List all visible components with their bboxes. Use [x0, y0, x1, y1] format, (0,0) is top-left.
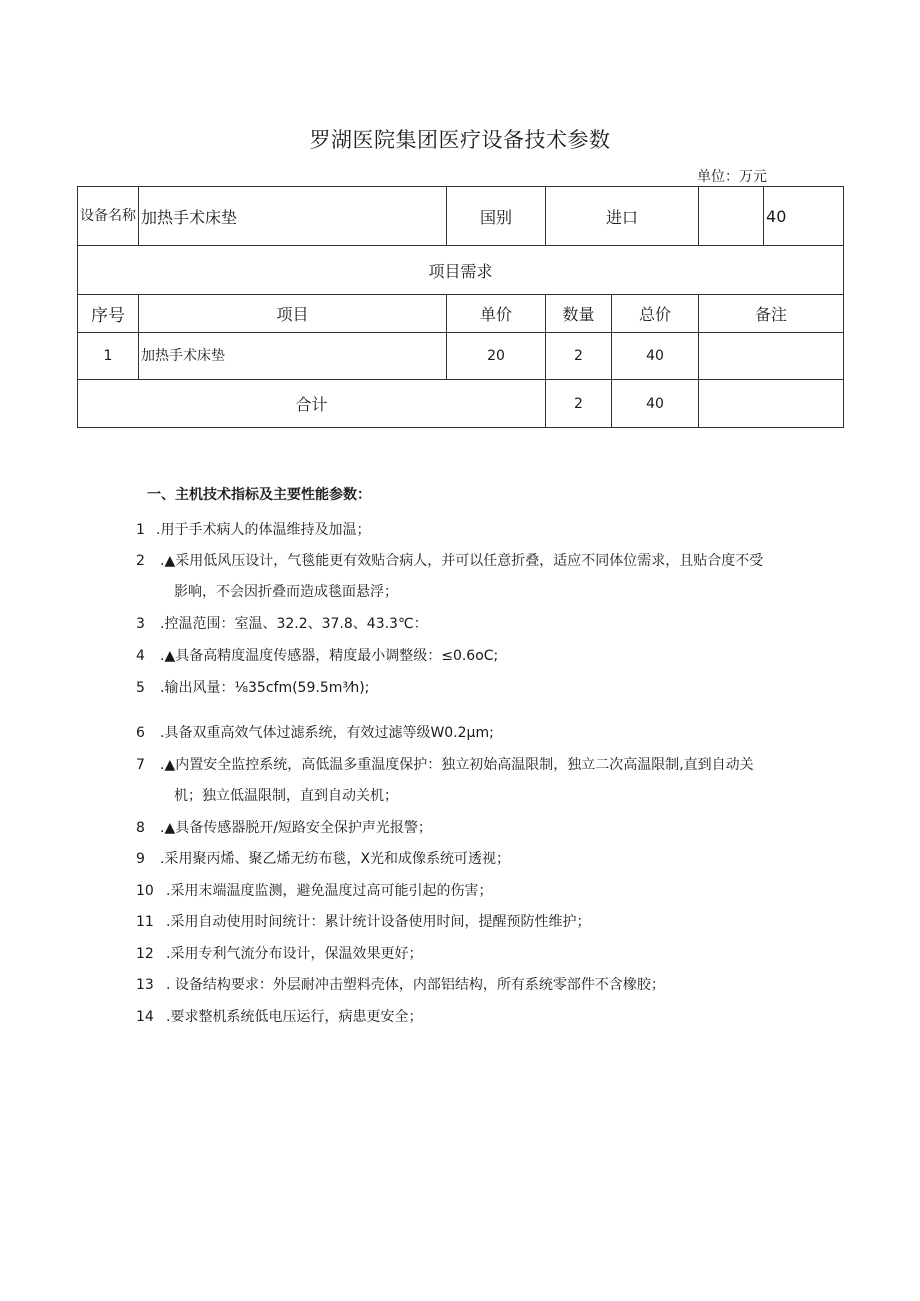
list-item: [136, 641, 836, 672]
section-row: [78, 246, 844, 295]
item-text: .控温范围：室温、32.2、37.8、43.3℃：: [160, 616, 428, 632]
item-number: 3: [136, 616, 145, 632]
table-row: [78, 333, 844, 380]
row-quantity: 2: [546, 333, 612, 380]
document-title: 罗湖医院集团医疗设备技术参数: [309, 128, 611, 152]
list-item: [136, 718, 836, 749]
item-text: .输出风量：⅛35cfm(59.5m³⁄h);: [160, 680, 370, 696]
unit-label: 单位：万元: [697, 169, 767, 185]
header-seq: 序号: [78, 295, 139, 333]
item-text: .▲采用低风压设计，气毯能更有效贴合病人，并可以任意折叠，适应不同体位需求，且贴合度不受: [160, 553, 764, 569]
list-item: [136, 876, 836, 907]
item-text: .用于手术病人的体温维持及加温；: [156, 522, 371, 538]
item-text: . 设备结构要求：外层耐冲击塑料壳体，内部铝结构，所有系统零部件不含橡胶；: [166, 977, 665, 993]
row-unit-price: 20: [447, 333, 546, 380]
section-heading: 一、主机技术指标及主要性能参数：: [147, 487, 371, 503]
list-item: [136, 970, 836, 1001]
row-seq: 1: [78, 333, 139, 380]
header-row: [78, 295, 844, 333]
item-number: 10: [136, 883, 154, 899]
item-number: 6: [136, 725, 145, 741]
country-value: 进口: [546, 187, 699, 246]
header-total: 总价: [612, 295, 699, 333]
header-remark: 备注: [699, 295, 844, 333]
item-number: 2: [136, 553, 145, 569]
row-total: 40: [612, 333, 699, 380]
item-text: .采用自动使用时间统计：累计统计设备使用时间，提醒预防性维护；: [166, 914, 591, 930]
device-name-value: 加热手术床垫: [139, 187, 447, 246]
list-item: [136, 939, 836, 970]
item-text: .采用聚丙烯、聚乙烯无纺布毯，X光和成像系统可透视；: [160, 851, 511, 867]
project-requirements-label: 项目需求: [78, 246, 844, 295]
item-number: 12: [136, 946, 154, 962]
item-text: .采用末端温度监测，避免温度过高可能引起的伤害；: [166, 883, 493, 899]
item-number: 13: [136, 977, 154, 993]
header-unit-price: 单价: [447, 295, 546, 333]
item-number: 11: [136, 914, 154, 930]
list-item: [136, 515, 836, 546]
list-item: [136, 844, 836, 875]
list-item: [136, 673, 836, 704]
list-item: [136, 750, 836, 812]
item-number: 5: [136, 680, 145, 696]
item-number: 1: [136, 522, 145, 538]
device-name-label: 设备名称: [78, 187, 139, 246]
sum-label: 合计: [78, 380, 546, 428]
item-number: 4: [136, 648, 145, 664]
list-item: [136, 609, 836, 640]
list-item: [136, 907, 836, 938]
item-number: 7: [136, 757, 145, 773]
empty-cell: [699, 187, 764, 246]
row-item: 加热手术床垫: [139, 333, 447, 380]
country-label: 国别: [447, 187, 546, 246]
sum-row: [78, 380, 844, 428]
item-text: .▲具备高精度温度传感器，精度最小调整级：≤0.6oC;: [160, 648, 499, 664]
item-continuation: 机；独立低温限制，直到自动关机；: [174, 788, 398, 804]
sum-total: 40: [612, 380, 699, 428]
item-text: .采用专利气流分布设计，保温效果更好；: [166, 946, 423, 962]
row-remark: [699, 333, 844, 380]
header-item: 项目: [139, 295, 447, 333]
budget-value: 40: [764, 187, 844, 246]
header-quantity: 数量: [546, 295, 612, 333]
item-text: .▲内置安全监控系统，高低温多重温度保护：独立初始高温限制，独立二次高温限制,直到自动关: [160, 757, 754, 773]
list-item: [136, 1002, 836, 1033]
item-text: .要求整机系统低电压运行，病患更安全；: [166, 1009, 423, 1025]
item-number: 14: [136, 1009, 154, 1025]
list-item: [136, 546, 836, 608]
item-continuation: 影响，不会因折叠而造成毯面悬浮；: [174, 584, 398, 600]
item-text: .▲具备传感器脱开/短路安全保护声光报警；: [160, 820, 432, 836]
item-text: .具备双重高效气体过滤系统，有效过滤等级W0.2μm;: [160, 725, 494, 741]
item-number: 8: [136, 820, 145, 836]
spec-table: [77, 186, 844, 428]
sum-remark: [699, 380, 844, 428]
device-row: [78, 187, 844, 246]
list-item: [136, 813, 836, 844]
item-number: 9: [136, 851, 145, 867]
sum-quantity: 2: [546, 380, 612, 428]
